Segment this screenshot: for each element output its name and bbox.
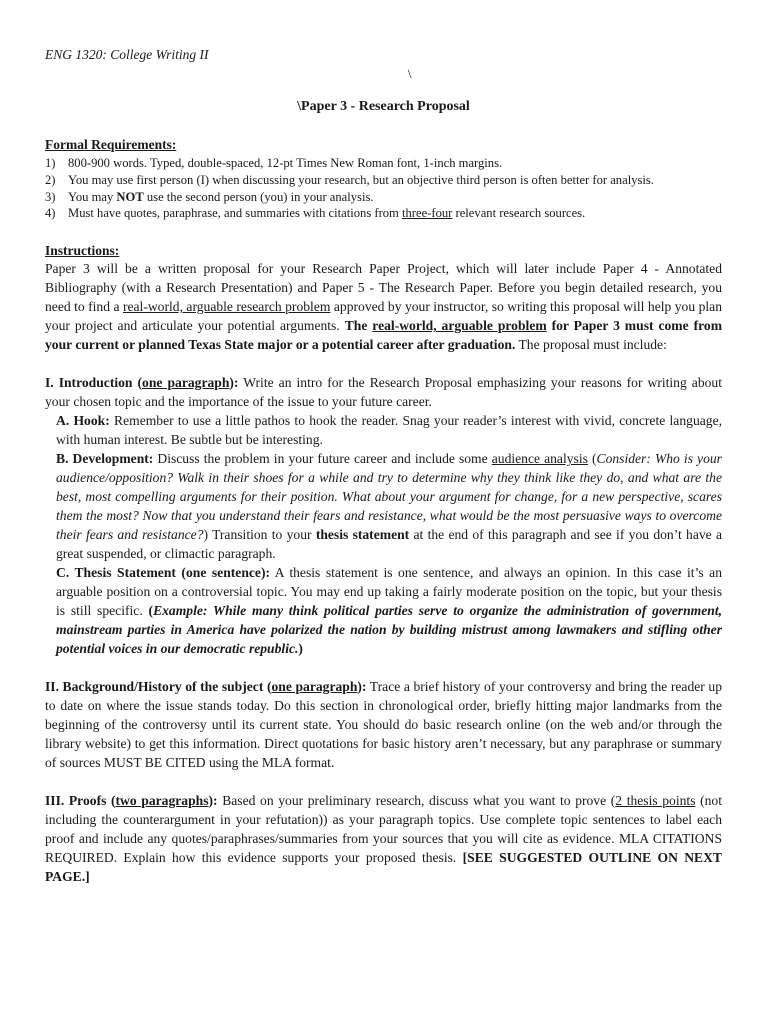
requirements-list <box>45 155 722 222</box>
instructions-heading: Instructions: <box>45 243 120 259</box>
proofs-section: III. Proofs (two paragraphs): Based on your preliminary research, discuss what you want to prove (2 thesis points (not including the counterargument in your refutation)) as your paragraph topics. Use complete topic sentences to label each proof and include any quotes/paraphrases/summaries from your sources that you will cite as evidence. MLA CITATIONS REQUIRED. Explain how this evidence supports your proposed thesis. [SEE SUGGESTED OUTLINE ON NEXT PAGE.] <box>45 793 723 885</box>
introduction-subsections <box>45 411 722 658</box>
introduction-section: I. Introduction (one paragraph): Write an intro for the Research Proposal emphasizing your reasons for writing about your chosen topic and the importance of the issue to your future career. <box>45 375 722 410</box>
list-item: 3) You may NOT use the second person (you) in your analysis. <box>45 189 374 204</box>
background-section: II. Background/History of the subject (one paragraph): Trace a brief history of your controversy and bring the reader up to date on where the issue stands today. Do this section in chronological order, briefly hitting major landmarks from the beginning of the controversy until its current state. You should do basic research online (on the web and/or through the library website) to get this information. Direct quotations for basic history aren’t necessary, but any paraphrase or summary of sources MUST BE CITED using the MLA format. <box>45 679 722 771</box>
course-header: ENG 1320: College Writing II <box>45 47 209 62</box>
thesis-paragraph: C. Thesis Statement (one sentence): A thesis statement is one sentence, and always an opinion. In this case it’s an arguable position on a controversial topic. You may end up taking a fairly moderate position on the topic, but your thesis is still specific. (Example: While many think political parties serve to organize the administration of government, mainstream parties in America have polarized the nation by building mistrust among lawmakers and stifling other potential voices in our democratic republic.) <box>56 565 722 657</box>
hook-paragraph: A. Hook: Remember to use a little pathos to hook the reader. Snag your reader’s interest with vivid, concrete language, with human interest. Be subtle but be interesting. <box>56 413 722 448</box>
formal-requirements-heading: Formal Requirements: <box>45 137 177 152</box>
instructions-paragraph: Paper 3 will be a written proposal for your Research Paper Project, which will later include Paper 4 - Annotated Bibliography (with a Research Presentation) and Paper 5 - The Research Paper. Before you begin detailed research, you need to find a real-world, arguable research problem approved by your instructor, so writing this proposal will help you plan your project and articulate your potential arguments. The real-world, arguable problem for Paper 3 must come from your current or planned Texas State major or a potential career after graduation. The proposal must include: <box>45 261 723 353</box>
stray-mark: \ <box>407 66 412 81</box>
list-item: 4) Must have quotes, paraphrase, and summaries with citations from three-four relevant research sources. <box>45 206 586 221</box>
list-item: 2) You may use first person (I) when discussing your research, but an objective third person is often better for analysis. <box>45 172 654 187</box>
document-title: \Paper 3 - Research Proposal <box>297 99 470 114</box>
list-item: 1) 800-900 words. Typed, double-spaced, 12-pt Times New Roman font, 1-inch margins. <box>45 156 503 170</box>
development-paragraph: B. Development: Discuss the problem in your future career and include some audience analysis (Consider: Who is your audience/opposition? Walk in their shoes for a while and try to determine why they think like they do, and what are the best, most compelling arguments for their position. What about your argument for change, for a new perspective, scares them the most? Now that you understand their fears and resistance, what would be the most persuasive ways to overcome their fears and resistance?) Transition to your thesis statement at the end of this paragraph and see if you don’t have a great suspended, or climactic paragraph. <box>56 451 723 562</box>
